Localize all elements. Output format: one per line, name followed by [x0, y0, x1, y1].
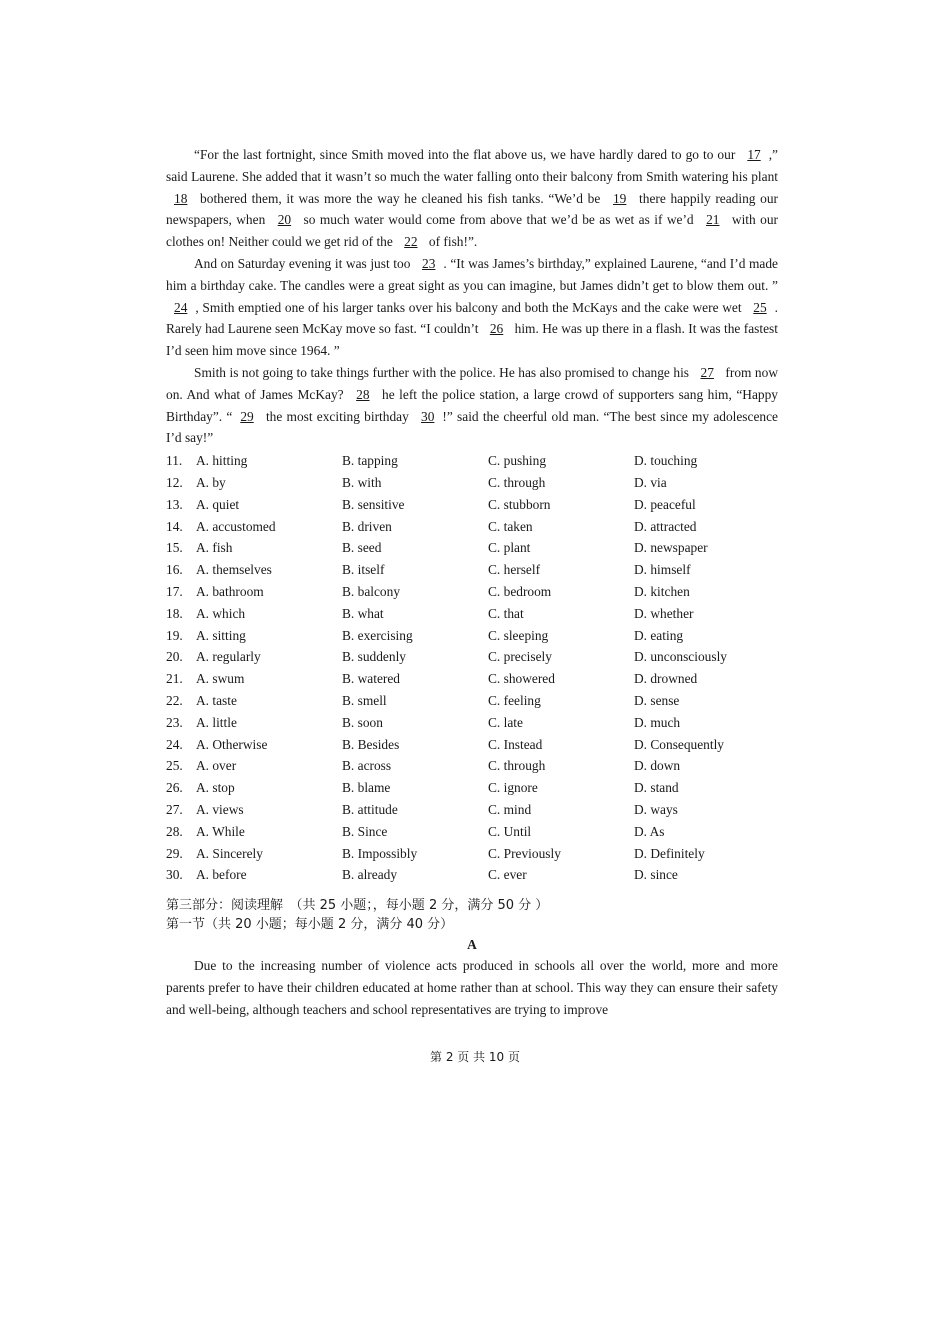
question-row [166, 472, 778, 494]
question-row [166, 690, 778, 712]
option-c: C. Instead [488, 736, 543, 752]
passage-text: . “It was James’s birthday,” explained Laurene, “and I’d made him a birthday cake. The candles were a great sight as you can imagine, but James didn’t get to blow them out. ” [166, 255, 778, 293]
question-row [166, 755, 778, 777]
passage-paragraph-3 [166, 362, 778, 449]
question-number: 23. [166, 714, 183, 730]
option-c: C. Previously [488, 845, 561, 861]
option-b: B. smell [342, 692, 387, 708]
blank-29: 29 [240, 408, 254, 424]
passage-text: And on Saturday evening it was just too [194, 255, 415, 271]
passage-text: so much water would come from above that we’d be as wet as if we’d [299, 212, 699, 228]
question-row [166, 734, 778, 756]
option-d: D. peaceful [634, 496, 696, 512]
option-d: D. attracted [634, 518, 697, 534]
option-c: C. showered [488, 671, 555, 687]
option-b: B. sensitive [342, 496, 405, 512]
option-d: D. whether [634, 605, 694, 621]
section-heading: 第三部分：阅读理解 （共 25 小题；，每小题 2 分，满分 50 分 ） [166, 898, 549, 914]
option-c: C. through [488, 758, 546, 774]
passage-text: !” said the cheerful old man. “The best since my adolescence I’d say!” [166, 408, 778, 446]
question-number: 13. [166, 496, 183, 512]
option-d: D. down [634, 758, 681, 774]
blank-23: 23 [422, 255, 436, 271]
page-footer: 第 2 页 共 10 页 [430, 1050, 520, 1064]
option-b: B. with [342, 474, 382, 490]
question-row [166, 494, 778, 516]
option-d: D. via [634, 474, 667, 490]
option-d: D. unconsciously [634, 649, 727, 665]
option-d: D. stand [634, 780, 679, 796]
option-a: A. by [196, 474, 226, 490]
option-a: A. Otherwise [196, 736, 268, 752]
question-row [166, 450, 778, 472]
option-c: C. late [488, 714, 523, 730]
option-a: A. views [196, 801, 244, 817]
option-c: C. sleeping [488, 627, 549, 643]
question-row [166, 559, 778, 581]
exam-page [166, 144, 778, 1020]
passage-text: , Smith emptied one of his larger tanks over his balcony and both the McKays and the cake were wet [195, 299, 746, 315]
option-b: B. exercising [342, 627, 413, 643]
passage-text: ,” said Laurene. She added that it wasn’t so much the water falling onto their balcony from Smith watering his plant [166, 147, 778, 184]
question-number: 28. [166, 823, 183, 839]
option-b: B. what [342, 605, 384, 621]
option-a: A. regularly [196, 649, 261, 665]
option-b: B. soon [342, 714, 383, 730]
passage-text: there happily reading our newspapers, when [166, 190, 778, 228]
question-row [166, 581, 778, 603]
option-c: C. ever [488, 867, 527, 883]
option-c: C. pushing [488, 453, 547, 469]
question-row [166, 864, 778, 886]
passage-label: A [467, 937, 477, 953]
option-a: A. themselves [196, 562, 272, 578]
question-number: 17. [166, 583, 183, 599]
option-b: B. balcony [342, 583, 401, 599]
blank-24: 24 [174, 299, 188, 315]
option-c: C. precisely [488, 649, 552, 665]
option-a: A. over [196, 758, 237, 774]
option-b: B. blame [342, 780, 391, 796]
question-number: 22. [166, 692, 183, 708]
reading-passage-text: Due to the increasing number of violence acts produced in schools all over the world, more and more parents prefer to have their children educated at home rather than at school. This way they can ensure their safety and well-being, although teachers and school representatives are trying to improve [166, 958, 778, 1017]
option-d: D. much [634, 714, 681, 730]
option-b: B. tapping [342, 453, 398, 469]
blank-18: 18 [174, 190, 188, 206]
option-d: D. Definitely [634, 845, 705, 861]
option-b: B. itself [342, 562, 385, 578]
option-c: C. plant [488, 540, 531, 556]
option-a: A. sitting [196, 627, 246, 643]
question-number: 19. [166, 627, 183, 643]
option-a: A. little [196, 714, 237, 730]
option-c: C. Until [488, 823, 532, 839]
blank-20: 20 [277, 212, 292, 228]
question-row [166, 799, 778, 821]
question-number: 27. [166, 801, 183, 817]
option-d: D. since [634, 867, 678, 883]
blank-26: 26 [489, 321, 504, 337]
option-c: C. stubborn [488, 496, 551, 512]
passage-text: Smith is not going to take things further with the police. He has also promised to change his [194, 364, 693, 380]
option-b: B. Besides [342, 736, 400, 752]
option-a: A. fish [196, 540, 233, 556]
passage-paragraph-1 [166, 144, 778, 253]
option-a: A. before [196, 867, 247, 883]
option-c: C. through [488, 474, 546, 490]
option-b: B. already [342, 867, 398, 883]
option-a: A. which [196, 605, 246, 621]
section-subheading: 第一节（共 20 小题；每小题 2 分，满分 40 分） [166, 917, 454, 933]
option-b: B. driven [342, 518, 392, 534]
passage-text: of fish!”. [425, 234, 478, 250]
passage-text: the most exciting birthday [261, 408, 414, 424]
option-c: C. bedroom [488, 583, 552, 599]
option-d: D. touching [634, 453, 698, 469]
option-d: D. kitchen [634, 583, 690, 599]
option-a: A. quiet [196, 496, 240, 512]
question-number: 20. [166, 649, 183, 665]
option-d: D. eating [634, 627, 684, 643]
passage-text: him. He was up there in a flash. It was the fastest I’d seen him move since 1964. ” [166, 321, 778, 359]
option-b: B. Since [342, 823, 388, 839]
option-a: A. While [196, 823, 245, 839]
option-d: D. drowned [634, 671, 698, 687]
option-c: C. ignore [488, 780, 538, 796]
question-row [166, 668, 778, 690]
option-b: B. suddenly [342, 649, 406, 665]
question-row [166, 646, 778, 668]
question-number: 29. [166, 845, 183, 861]
passage-paragraph-2 [166, 253, 778, 362]
option-a: A. taste [196, 692, 237, 708]
option-c: C. taken [488, 518, 533, 534]
option-a: A. swum [196, 671, 245, 687]
question-number: 25. [166, 758, 183, 774]
question-number: 30. [166, 867, 183, 883]
option-c: C. feeling [488, 692, 541, 708]
question-number: 16. [166, 562, 183, 578]
blank-22: 22 [404, 234, 418, 250]
option-b: B. watered [342, 671, 401, 687]
question-row [166, 821, 778, 843]
passage-text: with our clothes on! Neither could we get rid of the [166, 212, 779, 250]
option-d: D. Consequently [634, 736, 725, 752]
question-number: 14. [166, 518, 183, 534]
option-c: C. mind [488, 801, 532, 817]
question-row [166, 537, 778, 559]
question-number: 11. [166, 453, 183, 469]
question-row [166, 843, 778, 865]
question-number: 12. [166, 474, 183, 490]
question-number: 15. [166, 540, 183, 556]
passage-text: bothered them, it was more the way he cleaned his fish tanks. “We’d be [195, 190, 605, 206]
option-b: B. attitude [342, 801, 398, 817]
passage-text: he left the police station, a large crowd of supporters sang him, “Happy Birthday”. “ [166, 386, 778, 424]
blank-30: 30 [421, 408, 435, 424]
option-b: B. Impossibly [342, 845, 418, 861]
blank-27: 27 [700, 364, 714, 380]
question-row [166, 712, 778, 734]
option-a: A. bathroom [196, 583, 264, 599]
passage-text: . Rarely had Laurene seen McKay move so fast. “I couldn’t [166, 299, 778, 337]
question-options-list [166, 450, 778, 886]
blank-21: 21 [706, 212, 720, 228]
option-d: D. As [634, 823, 665, 839]
option-c: C. herself [488, 562, 541, 578]
question-row [166, 603, 778, 625]
passage-text: from now on. And what of James McKay? [166, 364, 778, 402]
blank-19: 19 [612, 190, 627, 206]
question-row [166, 625, 778, 647]
option-a: A. accustomed [196, 518, 276, 534]
question-row [166, 777, 778, 799]
option-a: A. stop [196, 780, 235, 796]
question-row [166, 516, 778, 538]
option-d: D. newspaper [634, 540, 708, 556]
option-a: A. Sincerely [196, 845, 263, 861]
question-number: 24. [166, 736, 183, 752]
blank-28: 28 [356, 386, 370, 402]
passage-text: “For the last fortnight, since Smith moved into the flat above us, we have hardly dared to go to our [194, 147, 740, 162]
question-number: 26. [166, 780, 183, 796]
option-c: C. that [488, 605, 524, 621]
option-a: A. hitting [196, 453, 248, 469]
blank-17: 17 [747, 147, 761, 162]
option-b: B. seed [342, 540, 382, 556]
option-b: B. across [342, 758, 392, 774]
option-d: D. himself [634, 562, 691, 578]
option-d: D. sense [634, 692, 680, 708]
question-number: 21. [166, 671, 183, 687]
blank-25: 25 [753, 299, 767, 315]
option-d: D. ways [634, 801, 678, 817]
question-number: 18. [166, 605, 183, 621]
